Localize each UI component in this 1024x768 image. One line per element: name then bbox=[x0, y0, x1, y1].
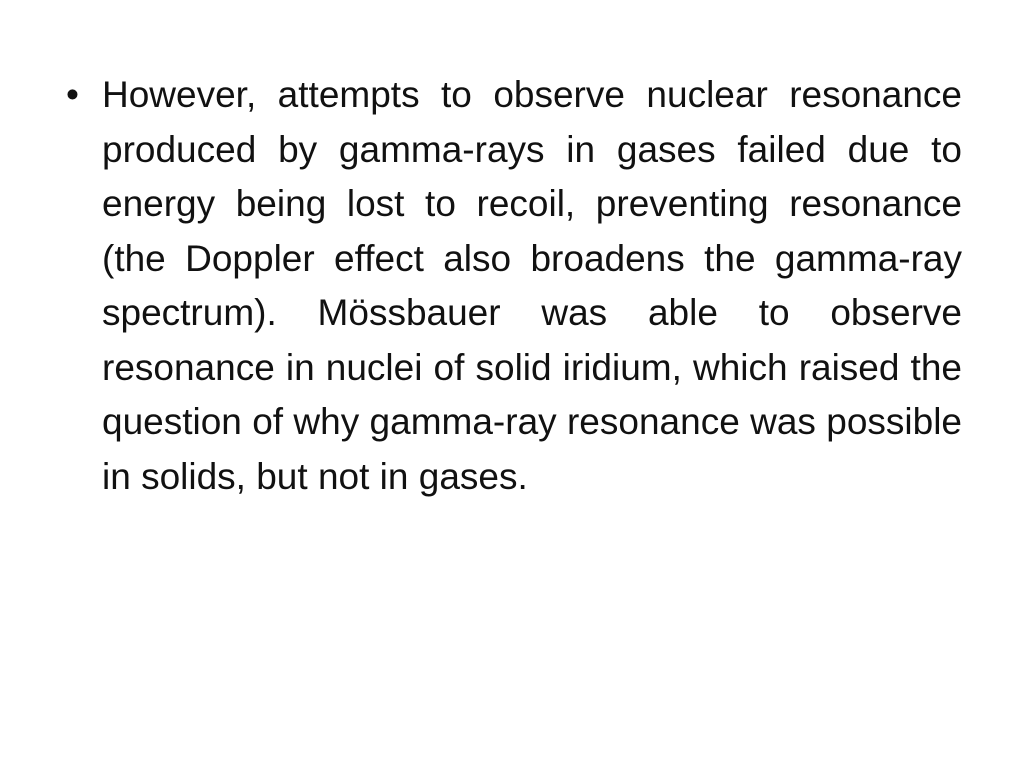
bullet-dot-icon: • bbox=[66, 74, 79, 115]
bullet-list bbox=[62, 68, 962, 504]
bullet-text: However, attempts to observe nuclear resonance produced by gamma-rays in gases failed due to energy being lost to recoil, preventing resonance (the Doppler effect also broadens the gamma-ray spectrum). Mössbauer was able to observe resonance in nuclei of solid iridium, which raised the question of why gamma-ray resonance was possible in solids, but not in gases. bbox=[102, 74, 962, 497]
bullet-item bbox=[62, 68, 962, 504]
